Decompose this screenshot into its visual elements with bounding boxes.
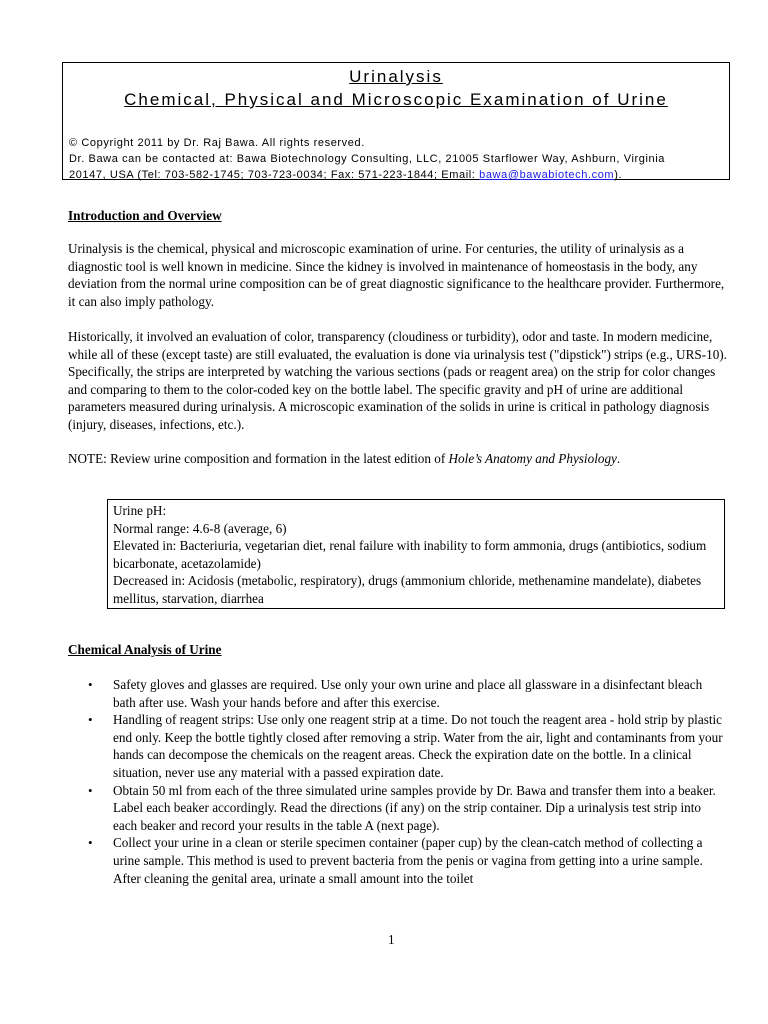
contact-line-1: Dr. Bawa can be contacted at: Bawa Biotechnology Consulting, LLC, 21005 Starflower Way, Ashburn, Virginia xyxy=(69,153,665,165)
ph-elevated: Elevated in: Bacteriuria, vegetarian diet, renal failure with inability to form ammonia, drugs (antibiotics, sodium bicarbonate, acetazolamide) xyxy=(113,538,707,571)
copyright-block xyxy=(69,135,725,183)
ph-decreased: Decreased in: Acidosis (metabolic, respiratory), drugs (ammonium chloride, methenamine mandelate), diabetes mellitus, starvation, diarrhea xyxy=(113,573,702,606)
bullet-icon: • xyxy=(88,782,93,798)
chemical-bullet-list xyxy=(68,676,728,887)
document-header-box xyxy=(62,62,730,180)
list-item: • Collect your urine in a clean or sterile specimen container (paper cup) by the clean-catch method of collecting a urine sample. This method is used to prevent bacteria from the penis or vagina from getting into a urine sample. After cleaning the genital area, urinate a small amount into the toilet xyxy=(88,835,703,886)
intro-heading: Introduction and Overview xyxy=(68,208,222,223)
page-number: 1 xyxy=(388,932,395,947)
note-paragraph: NOTE: Review urine composition and formation in the latest edition of Hole’s Anatomy and Physiology. xyxy=(68,451,621,466)
urine-ph-box xyxy=(107,499,725,609)
ph-box-title: Urine pH: xyxy=(113,503,167,518)
copyright-line: © Copyright 2011 by Dr. Raj Bawa. All rights reserved. xyxy=(69,137,365,149)
chemical-heading-block xyxy=(68,641,728,659)
list-item: • Handling of reagent strips: Use only one reagent strip at a time. Do not touch the reagent area - hold strip by plastic end only. Keep the bottle tightly closed after removing a strip. Water from the air, light and contaminants from your hands can decompose the chemicals on the reagent areas. Check the expiration date on the bottle. In a clinical situation, never use any material with a passed expiration date. xyxy=(88,712,723,780)
intro-heading-block xyxy=(68,207,728,225)
intro-paragraph-1: Urinalysis is the chemical, physical and microscopic examination of urine. For centuries, the utility of urinalysis as a diagnostic tool is well known in medicine. Since the kidney is involved in maintenance of homeostasis in the body, any deviation from the normal urine composition can be of great diagnostic significance to the healthcare provider. Furthermore, it can also imply pathology. xyxy=(68,241,725,309)
document-title: Urinalysis xyxy=(349,67,443,86)
intro-paragraph-2: Historically, it involved an evaluation of color, transparency (cloudiness or turbidity), odor and taste. In modern medicine, while all of these (except taste) are still evaluated, the evaluation is done via urinalysis test ("dipstick") strips (e.g., URS-10). Specifically, the strips are interpreted by watching the various sections (pads or reagent area) on the strip for color changes and comparing to them to the color-coded key on the bottle label. The specific gravity and pH of urine are additional parameters measured during urinalysis. A microscopic examination of the solids in urine is critical in pathology diagnosis (injury, diseases, infections, etc.). xyxy=(68,329,727,432)
email-link[interactable]: bawa@bawabiotech.com xyxy=(479,169,615,181)
list-item: • Obtain 50 ml from each of the three simulated urine samples provide by Dr. Bawa and transfer them into a beaker. Label each beaker accordingly. Read the directions (if any) on the strip container. Dip a urinalysis test strip into each beaker and record your results in the table A (next page). xyxy=(88,782,716,833)
bullet-icon: • xyxy=(88,835,93,851)
contact-line-2: 20147, USA (Tel: 703-582-1745; 703-723-0034; Fax: 571-223-1844; Email: bawa@bawabiotech.com). xyxy=(69,169,623,181)
bullet-icon: • xyxy=(88,677,93,692)
document-subtitle: Chemical, Physical and Microscopic Examination of Urine xyxy=(124,90,668,109)
chemical-heading: Chemical Analysis of Urine xyxy=(68,642,222,657)
list-item: • Safety gloves and glasses are required. Use only your own urine and place all glassware in a disinfectant bleach bath after use. Wash your hands before and after this exercise. xyxy=(88,677,703,710)
book-title: Hole’s Anatomy and Physiology xyxy=(448,451,617,466)
bullet-icon: • xyxy=(88,712,93,728)
ph-normal-range: Normal range: 4.6-8 (average, 6) xyxy=(113,520,287,536)
